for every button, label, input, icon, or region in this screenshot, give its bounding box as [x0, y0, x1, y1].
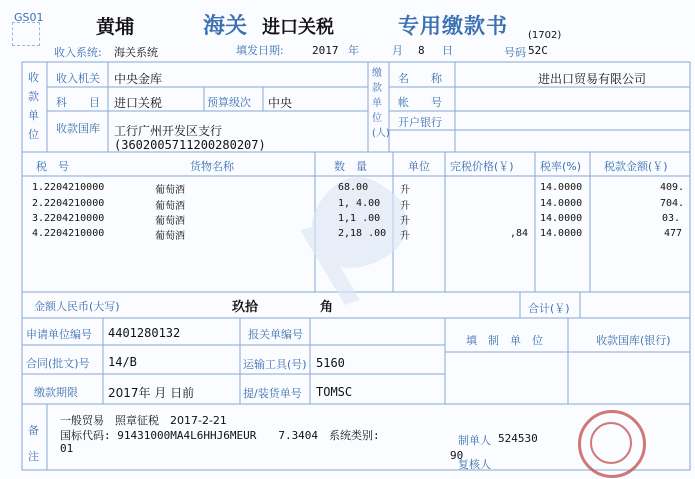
payer-name-value: 进出口贸易有限公司 — [538, 72, 647, 86]
row-tax: 03. — [662, 213, 681, 224]
payer-bank-label: 开户银行 — [398, 116, 442, 129]
transport-label: 运输工具(号) — [243, 358, 307, 371]
goods-name: 葡萄酒 — [155, 185, 185, 196]
number-value: 52C — [528, 44, 548, 57]
budget-value: 中央 — [268, 96, 293, 110]
maker-value: 524530 — [498, 432, 538, 445]
treasury-code: (3602005711200280207) — [114, 138, 266, 152]
col-unit: 单位 — [408, 160, 430, 173]
row-unit: 升 — [400, 185, 410, 196]
treasury-label: 收款国库 — [56, 122, 100, 135]
col-tax-code: 税 号 — [36, 160, 69, 173]
row-tax: 477 — [664, 228, 683, 239]
table-row: 1.2204210000 — [32, 182, 105, 193]
fill-unit-label: 填 制 单 位 — [466, 334, 543, 347]
bill-label: 提/装货单号 — [243, 387, 302, 400]
row-price: ,84 — [510, 228, 529, 239]
deadline-value: 2017年 月 日前 — [108, 386, 195, 400]
row-tax: 409. — [660, 182, 685, 193]
col-tax-amount: 税款金额(￥) — [604, 160, 668, 173]
deadline-label: 缴款期限 — [34, 386, 78, 399]
checker-label: 复核人 — [458, 458, 491, 471]
remarks-line-1: 一般贸易 照章征税 2017-2-21 — [60, 414, 227, 427]
fill-date-label: 填发日期: — [236, 44, 284, 57]
row-rate: 14.0000 — [540, 198, 583, 209]
number-label: 号码 — [504, 46, 526, 59]
remarks-line-2: 国标代码: 91431000MA4L6HHJ6MEUR 7.3404 系统类别: — [60, 429, 380, 442]
form-code: GS01 — [14, 11, 44, 24]
port-name: 黄埔 — [96, 16, 135, 38]
treasury-value: 工行广州开发区支行 — [114, 124, 223, 138]
logo-icon — [12, 22, 40, 46]
row-unit: 升 — [400, 201, 410, 212]
doc-number-prefix: (1702) — [528, 30, 562, 41]
contract-value: 14/B — [108, 355, 137, 369]
day-unit: 日 — [442, 44, 453, 57]
budget-label: 预算级次 — [207, 96, 251, 109]
total-value: 玖拾 — [232, 300, 259, 315]
day-value: 8 — [418, 44, 425, 57]
document-title: 专用缴款书 — [398, 14, 508, 38]
authority-label: 收入机关 — [56, 72, 100, 85]
total-value-tail: 角 — [320, 300, 334, 315]
sum-label: 合计(￥) — [528, 302, 570, 315]
row-qty: 2,18 .00 — [338, 228, 387, 239]
checker-value: 90 — [450, 449, 464, 462]
year-unit: 年 — [348, 44, 359, 57]
col-goods: 货物名称 — [190, 160, 234, 173]
authority-value: 中央金库 — [114, 72, 163, 86]
row-rate: 14.0000 — [540, 228, 583, 239]
col-quantity: 数 量 — [334, 160, 367, 173]
row-qty: 1,1 .00 — [338, 213, 381, 224]
seal-inner-ring — [590, 422, 632, 464]
goods-name: 葡萄酒 — [155, 201, 185, 212]
subject-label: 科 目 — [56, 96, 100, 109]
payer-account-label: 帐 号 — [398, 96, 442, 109]
bill-value: TOMSC — [316, 385, 353, 399]
payer-group-label: 缴 款 单 位 (人) — [372, 68, 390, 139]
row-unit: 升 — [400, 231, 410, 242]
tax-kind: 进口关税 — [262, 17, 334, 38]
row-rate: 14.0000 — [540, 182, 583, 193]
col-price: 完税价格(￥) — [450, 160, 514, 173]
row-tax: 704. — [660, 198, 685, 209]
treasury-bank-label: 收款国库(银行) — [596, 334, 671, 347]
table-row: 4.2204210000 — [32, 228, 105, 239]
contract-label: 合同(批文)号 — [26, 357, 90, 370]
applicant-value: 4401280132 — [108, 326, 181, 340]
year-value: 2017 — [312, 44, 339, 57]
payer-name-label: 名 称 — [398, 72, 442, 85]
month-unit: 月 — [392, 44, 403, 57]
remarks-label: 备 注 — [28, 424, 39, 463]
subject-value: 进口关税 — [114, 96, 163, 110]
row-unit: 升 — [400, 216, 410, 227]
declaration-label: 报关单编号 — [248, 328, 303, 341]
col-rate: 税率(%) — [540, 160, 582, 173]
goods-name: 葡萄酒 — [155, 231, 185, 242]
total-label: 金额人民币(大写) — [34, 300, 120, 313]
row-rate: 14.0000 — [540, 213, 583, 224]
table-row: 3.2204210000 — [32, 213, 105, 224]
applicant-label: 申请单位编号 — [26, 328, 92, 341]
payee-group-label: 收 款 单 位 — [28, 71, 39, 141]
remarks-line-3: 01 — [60, 442, 74, 455]
table-row: 2.2204210000 — [32, 198, 105, 209]
row-qty: 68.00 — [338, 182, 369, 193]
row-qty: 1, 4.00 — [338, 198, 381, 209]
maker-label: 制单人 — [458, 434, 491, 447]
transport-value: 5160 — [316, 356, 345, 370]
collect-system-value: 海关系统 — [114, 46, 158, 59]
collect-system-label: 收入系统: — [54, 46, 102, 59]
office-title: 海关 — [203, 14, 248, 39]
goods-name: 葡萄酒 — [155, 216, 185, 227]
